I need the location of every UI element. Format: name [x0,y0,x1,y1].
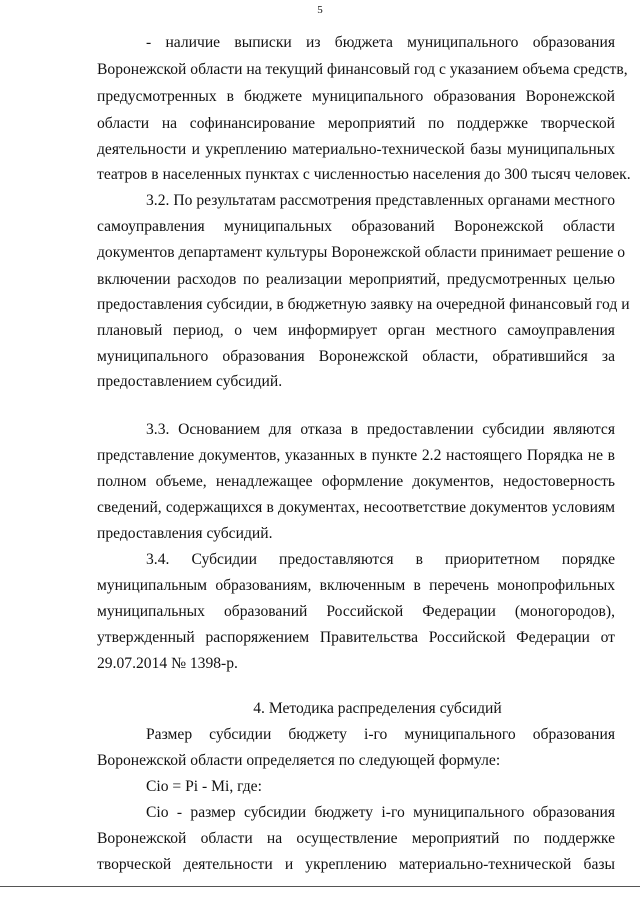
text-line: предоставлением субсидий. [97,373,283,390]
text-line: самоуправления муниципальных образований Воронежской области [97,218,615,235]
text-line: - наличие выписки из бюджета муниципального образования [146,34,615,51]
text-line: Воронежской области на осуществление мероприятий по поддержке [97,830,615,847]
text-line: Сio - размер субсидии бюджету i-го муниципального образования [146,804,615,821]
text-line: деятельности и укреплению материально-технической базы муниципальных [97,141,615,158]
page-number: 5 [317,4,323,16]
text-line: документов департамент культуры Воронежской области принимает решение о [97,244,626,261]
formula-line: Сio = Pi - Mi, где: [146,778,262,795]
text-line: предусмотренных в бюджете муниципального образования Воронежской [97,88,615,105]
text-line: муниципальных образований Российской Федерации (моногородов), [97,603,615,620]
text-line: Размер субсидии бюджету i-го муниципального образования [146,726,615,743]
text-line: муниципальным образованиям, включенным в перечень монопрофильных [97,577,615,594]
text-line: полном объеме, ненадлежащее оформление документов, недостоверность [97,473,615,490]
text-line: Воронежской области определяется по следующей формуле: [97,752,501,769]
text-line: 29.07.2014 № 1398-р. [97,655,238,672]
page-bottom-rule [0,886,640,887]
section-heading: 4. Методика распределения субсидий [253,700,502,717]
text-line: утвержденный распоряжением Правительства Российской Федерации от [97,629,615,646]
text-line: муниципального образования Воронежской области, обратившийся за [97,348,615,365]
text-line: 3.4. Субсидии предоставляются в приоритетном порядке [146,551,615,568]
text-line: 3.3. Основанием для отказа в предоставлении субсидии являются [146,421,615,438]
text-line: области на софинансирование мероприятий по поддержке творческой [97,115,615,132]
text-line: 3.2. По результатам рассмотрения представленных органами местного [146,192,615,209]
text-line: предоставления субсидии, в бюджетную заявку на очередной финансовый год и [97,296,630,313]
text-line: театров в населенных пунктах с численностью населения до 300 тысяч человек. [97,166,631,183]
text-line: включении расходов по реализации мероприятий, предусмотренных целью [97,271,615,288]
text-line: предоставления субсидий. [97,525,273,542]
text-line: представление документов, указанных в пункте 2.2 настоящего Порядка не в [97,447,615,464]
text-line: плановый период, о чем информирует орган местного самоуправления [97,322,615,339]
text-line: сведений, содержащихся в документах, несоответствие документов условиям [97,499,615,516]
text-line: творческой деятельности и укреплению материально-технической базы [97,856,615,873]
text-line: Воронежской области на текущий финансовый год с указанием объема средств, [97,61,628,78]
